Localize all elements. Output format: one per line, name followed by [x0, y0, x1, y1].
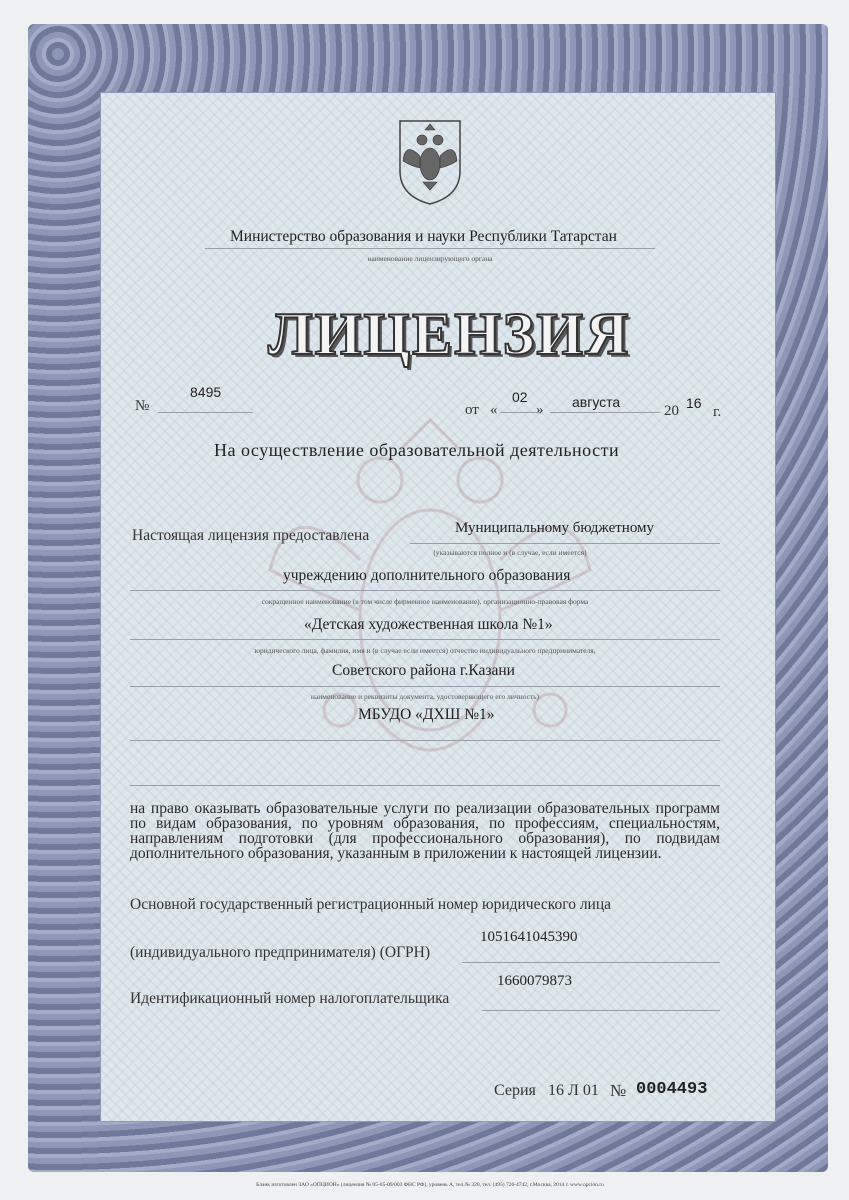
date-from-label: от — [465, 402, 479, 418]
licensee-underline-2 — [130, 590, 720, 591]
date-year-prefix: 20 — [664, 403, 679, 419]
licensee-underline-3 — [130, 639, 720, 640]
licensee-line-1: Муниципальному бюджетному — [455, 520, 655, 536]
license-number: 8495 — [190, 384, 222, 400]
eagle-watermark — [250, 410, 610, 810]
number-prefix: № — [135, 398, 150, 414]
ogrn-value: 1051641045390 — [480, 929, 578, 945]
series-label: Серия — [494, 1082, 536, 1099]
licensee-short-name: МБУДО «ДХШ №1» — [358, 706, 495, 723]
ogrn-underline — [462, 962, 720, 963]
authority-caption: наименование лицензирующего органа — [367, 254, 493, 263]
licensee-underline-6 — [130, 785, 720, 786]
day-underline — [500, 412, 540, 413]
serial-number: 0004493 — [636, 1080, 708, 1099]
inn-value: 1660079873 — [497, 973, 572, 989]
date-year-suffix: г. — [713, 404, 722, 420]
date-close-quote: » — [536, 402, 544, 418]
ogrn-label-1: Основной государственный регистрационный номер юридического лица — [130, 896, 612, 913]
month-underline — [550, 412, 660, 413]
licensee-underline-5 — [130, 740, 720, 741]
inn-underline — [482, 1010, 720, 1011]
licensing-authority: Министерство образования и науки Республики Татарстан — [230, 228, 617, 245]
licensee-line-4: Советского района г.Казани — [332, 662, 515, 679]
date-year: 16 — [686, 395, 702, 411]
rights-paragraph: на право оказывать образовательные услуги по реализации образовательных программ по видам образования, по уровням образования, по профессиям, специальностям, направлениям подготовки (для профессионального образования), по подвидам дополнительного образования, указанным в приложении к настоящей лицензии. — [130, 800, 720, 862]
licensee-underline-1 — [410, 543, 720, 544]
licensee-caption-1: (указываются полное и (в случае, если имеется) — [433, 548, 587, 557]
number-underline — [158, 412, 253, 413]
licensee-label: Настоящая лицензия предоставлена — [132, 527, 370, 544]
licensee-line-2: учреждению дополнительного образования — [283, 567, 571, 584]
serial-number-prefix: № — [610, 1081, 627, 1100]
licensee-caption-4: наименование и реквизиты документа, удостоверяющего его личность) — [310, 692, 540, 701]
date-day: 02 — [512, 389, 528, 405]
authority-underline — [205, 248, 655, 249]
date-month: августа — [572, 394, 621, 410]
inn-label: Идентификационный номер налогоплательщика — [130, 990, 450, 1007]
licensee-caption-3: юридического лица, фамилия, имя и (в случае если имеется) отчество индивидуального предпринимателя, — [254, 646, 596, 655]
licensee-caption-2: сокращенное наименование (в том числе фирменное наименование), организационно-правовая форма — [261, 597, 589, 606]
coat-of-arms-emblem — [395, 116, 465, 206]
licensee-underline-4 — [130, 686, 720, 687]
license-purpose: На осуществление образовательной деятельности — [214, 440, 620, 460]
date-open-quote: « — [490, 402, 498, 418]
printer-imprint: Бланк изготовлен ЗАО «ОПЦИОН» (лицензия № 05-05-09/003 ФНС РФ), уровень А, тел.№ 320, тел. (495) 726-4742, г.Москва, 2014 г. www.opcion.ru — [256, 1182, 604, 1188]
document-title: ЛИЦЕНЗИЯ — [268, 301, 631, 367]
licensee-line-3: «Детская художественная школа №1» — [304, 616, 553, 633]
ogrn-label-2: (индивидуального предпринимателя) (ОГРН) — [130, 944, 431, 961]
series-value: 16 Л 01 — [548, 1082, 599, 1099]
